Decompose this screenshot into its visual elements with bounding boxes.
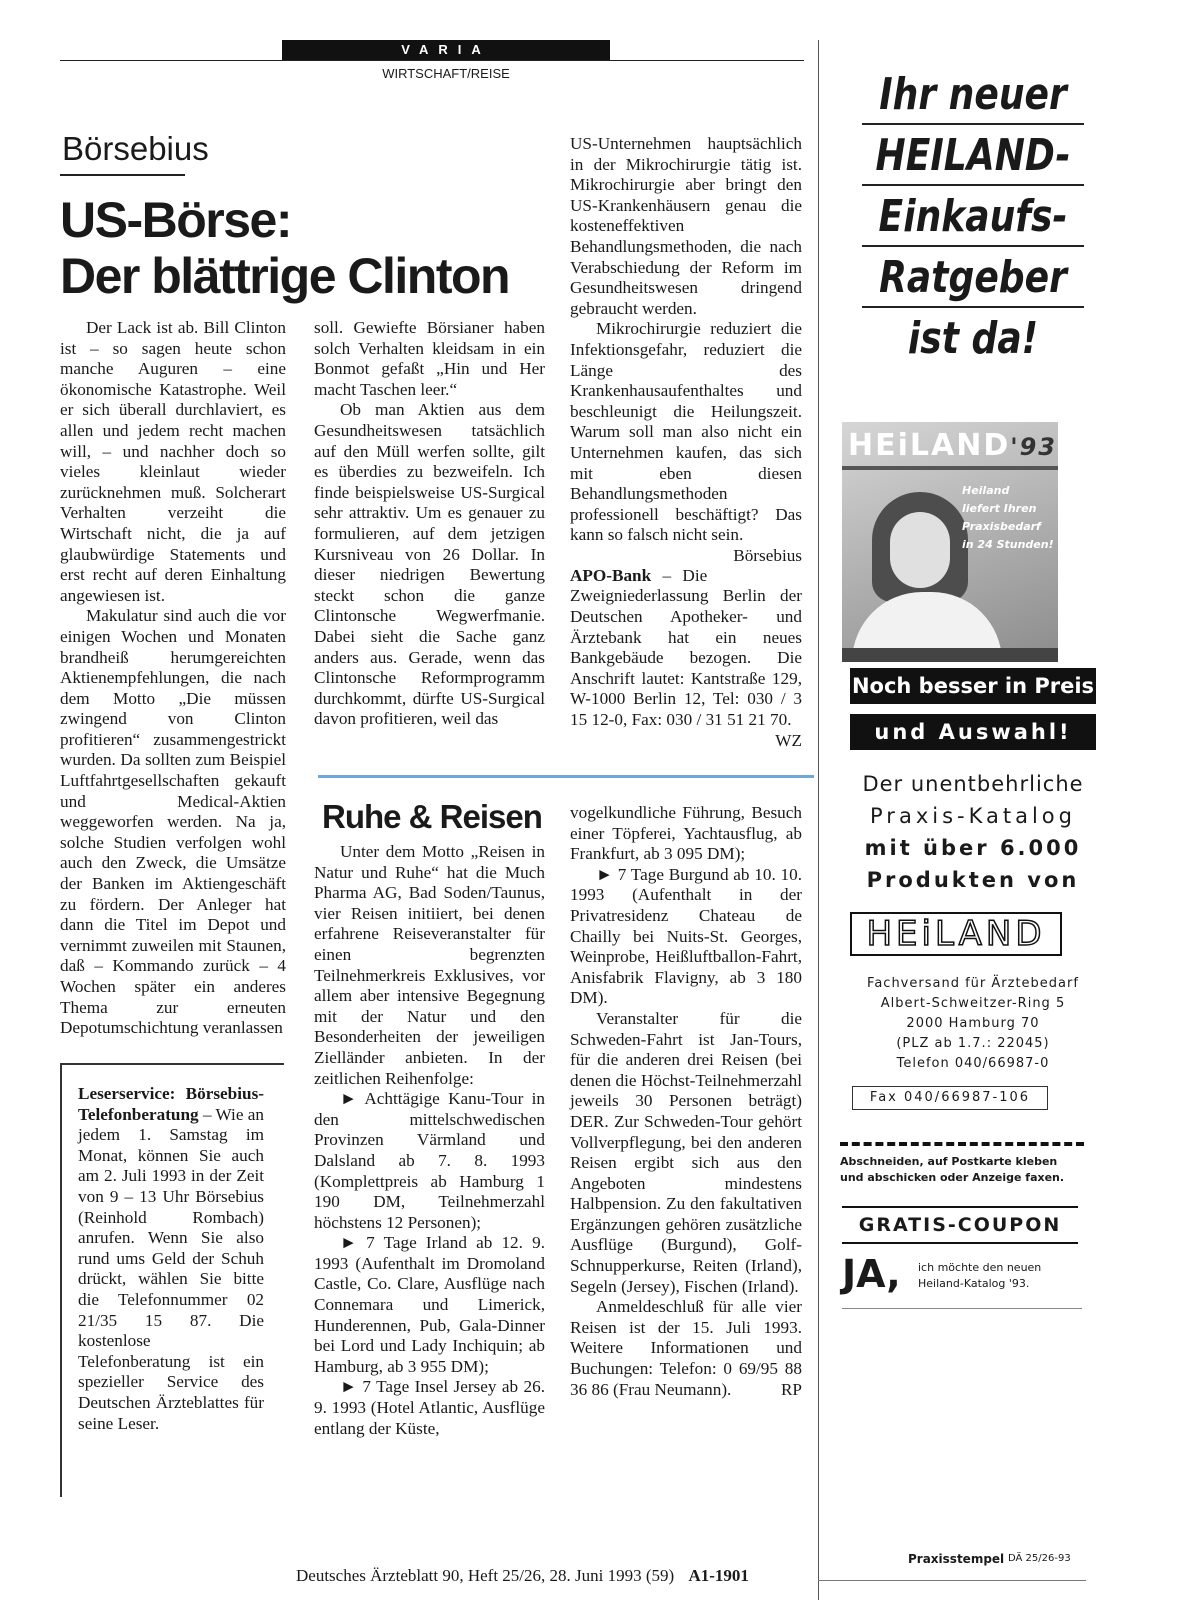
catalog-cover-image <box>842 422 1058 662</box>
paragraph: Ob man Aktien aus dem Gesundheitswesen tatsächlich auf den Müll werfen sollte, gilt es überdies zu bezweifeln. Ich finde beispielsweise US-Surgical sehr attraktiv. Um es genauer zu formulieren, auf dem jetzigen Kursniveau von 26 Dollar. In dieser niedrigen Bewertung steckt schon die ganze Clintonsche Wegwerfmanie. Dabei sieht die Sache ganz anders aus. Gerade, wenn das Clintonsche Reformprogramm durchkommt, dürfte US-Surgical davon profitieren, weil das <box>314 400 545 729</box>
paragraph: vogelkundliche Führung, Besuch einer Töpferei, Yachtausflug, ab Frankfurt, ab 3 095 DM); <box>570 803 802 864</box>
cover-text-line: Heiland <box>962 484 1010 497</box>
paragraph: ► 7 Tage Irland ab 12. 9. 1993 (Aufenthalt im Dromoland Castle, Co. Clare, Ausflüge nach Connemara und Limerick, Hunderennen, Pub, Gala-Dinner bei Lord und Lady Inchiquin; ab Hamburg, ab 3 955 DM); <box>314 1233 545 1376</box>
paragraph: ► 7 Tage Burgund ab 10. 10. 1993 (Aufenthalt in der Privatresidenz Chateau de Chailly bei Nuits-St. Georges, Weinprobe, Heißluftballon-Fahrt, Anisfabrik Flavigny, ab 3 180 DM). <box>570 864 802 1008</box>
paragraph <box>570 319 802 565</box>
service-phone: 02 21/35 15 87. <box>78 1289 264 1330</box>
page-number: A1-1901 <box>688 1566 749 1585</box>
apo-signature: WZ <box>775 730 802 750</box>
section-divider <box>318 775 814 778</box>
ad-address <box>850 974 1096 1074</box>
apo-bank-lead: APO-Bank <box>570 565 652 585</box>
heiland-logo: HEiLAND <box>850 912 1062 956</box>
article-headline <box>60 192 580 304</box>
article2-title: Ruhe & Reisen <box>322 798 542 835</box>
coupon-title: GRATIS-COUPON <box>842 1206 1078 1244</box>
headline-line-2: Der blättrige Clinton <box>60 248 510 304</box>
ad-headline <box>842 68 1104 365</box>
ad-title-line: HEILAND- <box>875 130 1071 181</box>
ad-title-line: ist da! <box>907 313 1039 364</box>
author-signature: RP <box>780 1379 802 1399</box>
coupon-ja-text: ich möchte den neuen Heiland-Katalog '93. <box>918 1261 1042 1290</box>
cover-text-line: Praxisbedarf <box>962 520 1041 533</box>
cover-text-line: in 24 Stunden! <box>962 538 1054 551</box>
headline-line-1: US-Börse: <box>60 192 291 248</box>
address-line: (PLZ ab 1.7.: 22045) <box>896 1036 1050 1051</box>
ad-code: DÄ 25/26-93 <box>1008 1553 1071 1564</box>
paragraph-text: Anmeldeschluß für alle vier Reisen ist der 15. Juli 1993. Weitere Informationen und Buchungen: Telefon: 0 69/95 88 36 86 (Frau Neumann). <box>570 1297 802 1399</box>
cover-text <box>962 482 1054 554</box>
paragraph: ► Achttägige Kanu-Tour in den mittelschwedischen Provinzen Värmland und Dalsland ab 7. 8. 1993 (Komplettpreis ab Hamburg 1 190 DM, Teilnehmerzahl höchstens 12 Personen); <box>314 1089 545 1232</box>
ad-body-line: Produkten von <box>866 868 1080 892</box>
ad-bottom-line <box>818 1580 1086 1581</box>
cover-brand <box>848 428 1057 463</box>
ad-title-line: Ihr neuer <box>879 69 1067 120</box>
cover-text-line: liefert Ihren <box>962 502 1037 515</box>
article1-column-1 <box>60 318 286 1039</box>
paragraph: ► 7 Tage Insel Jersey ab 26. 9. 1993 (Hotel Atlantic, Ausflüge entlang der Küste, <box>314 1377 545 1438</box>
paragraph: US-Unternehmen hauptsächlich in der Mikrochirurgie tätig ist. Mikrochirurgie aber bringt den US-Krankenhäusern genau die kosteneffektiven Behandlungsmethoden, die nach Verabschiedung der Reform im Gesundheitswesen dringend gebraucht werden. <box>570 134 802 318</box>
cut-instructions: Abschneiden, auf Postkarte kleben und abschicken oder Anzeige faxen. <box>840 1155 1065 1184</box>
article1-column-2 <box>314 318 545 730</box>
ad-body-line: Praxis-Katalog <box>870 804 1076 828</box>
coupon-ja: JA, <box>842 1252 901 1296</box>
ad-bar-price: Noch besser in Preis <box>850 668 1096 704</box>
ad-body-line: Der unentbehrliche <box>862 772 1084 796</box>
ad-title-line: Ratgeber <box>879 252 1067 303</box>
paragraph: soll. Gewiefte Börsianer haben solch Verhalten kleidsam in ein Bonmot gefaßt „Hin und Her macht Taschen leer.“ <box>314 318 545 399</box>
apo-bank-note <box>570 565 802 750</box>
service-text: – Wie an jedem 1. Samstag im Monat, können Sie auch am 2. Juli 1993 in der Zeit von 9 – 13 Uhr Börsebius (Reinhold Rombach) anrufen. Wenn Sie also rund ums Geld der Schuh drückt, wählen Sie bitte die Telefonnummer <box>78 1104 264 1309</box>
section-label: WIRTSCHAFT/REISE <box>382 66 510 81</box>
cut-line <box>840 1142 1084 1146</box>
article2-column-3 <box>570 803 802 1400</box>
service-lead: Leserservice: Börsebius-Telefonberatung <box>78 1084 264 1124</box>
address-line: Fachversand für Ärztebedarf <box>867 976 1079 991</box>
footer-citation: Deutsches Ärzteblatt 90, Heft 25/26, 28. Juni 1993 (59) <box>296 1566 675 1585</box>
article2-column-2 <box>314 842 545 1439</box>
paragraph: Veranstalter für die Schweden-Fahrt ist Jan-Tours, für die anderen drei Reisen (bei denen die Höchst-Teilnehmerzahl jeweils 30 Personen beträgt) DER. Zur Schweden-Tour gehört Vollverpflegung, bei den anderen Reisen ergibt sich aus den Angeboten mindestens Halbpension. Zu den fakultativen Ergänzungen gehören zusätzliche Ausflüge (Burgund), Golf-Schnupperkurse, Reiten (Irland), Segeln (Jersey), Fischen (Irland). <box>570 1008 802 1296</box>
page-footer <box>296 1566 749 1586</box>
stamp-field <box>842 1308 1082 1583</box>
heiland-advertisement <box>842 46 1112 1602</box>
address-line: Albert-Schweitzer-Ring 5 <box>880 996 1066 1011</box>
ad-title-line: Einkaufs- <box>878 191 1068 242</box>
address-line: 2000 Hamburg 70 <box>906 1016 1040 1031</box>
article-kicker: Börsebius <box>62 130 209 167</box>
cover-year: '93 <box>1010 433 1057 461</box>
apo-bank-text: – Die Zweigniederlassung Berlin der Deutschen Apotheker- und Ärztebank hat ein neues Bankgebäude bezogen. Die Anschrift lautet: Kantstraße 129, W-1000 Berlin 12, Tel: 030 / 3 15 12-0, Fax: 030 / 31 51 21 70. <box>570 565 802 730</box>
paragraph: Der Lack ist ab. Bill Clinton ist – so sagen heute schon manche Auguren – eine ökonomische Katastrophe. Weil er sich überall durchlaviert, es allen und jedem recht machen will, – und nachher doch so vieles kleinlaut wieder zurücknehmen muß. Solcherart Verhalten verzeiht die Wirtschaft nicht, die ja auf glaubwürdige Statements und erst recht auf deren Einhaltung angewiesen ist. <box>60 318 286 605</box>
paragraph <box>78 1084 264 1434</box>
ad-body-line: mit über 6.000 <box>864 836 1082 860</box>
service-text-2: Die kostenlose Telefonberatung ist ein spezieller Service des Deutschen Ärzteblattes für seine Leser. <box>78 1310 264 1433</box>
ad-bar-selection: und Auswahl! <box>850 714 1096 750</box>
stamp-label: Praxisstempel <box>908 1552 1005 1566</box>
ad-fax: Fax 040/66987-106 <box>852 1086 1048 1110</box>
author-signature: Börsebius <box>733 545 802 565</box>
paragraph <box>570 1297 802 1400</box>
cover-brand-name: HEiLAND <box>848 428 1011 463</box>
article1-column-3 <box>570 134 802 751</box>
rubric-bar: VARIA <box>282 40 610 60</box>
reader-service-text <box>78 1084 264 1434</box>
paragraph: Unter dem Motto „Reisen in Natur und Ruhe“ hat die Much Pharma AG, Bad Soden/Taunus, vier Reisen initiiert, bei denen erfahrene Reiseveranstalter für einen begrenzten Teilnehmerkreis Exklusives, vor allem aber intensive Begegnung mit der Natur und den Besonderheiten der jeweiligen Zielländer anbieten. In der zeitlichen Reihenfolge: <box>314 842 545 1088</box>
paragraph: Makulatur sind auch die vor einigen Wochen und Monaten brandheiß herumgereichten Aktienempfehlungen, die nach dem Motto „Die müssen zwingend von Clinton profitieren“ zusammengestrickt wurden. Da sollten zum Beispiel Luftfahrtgesellschaften gekauft und Medical-Aktien weggeworfen werden. Na ja, solche Studien verfolgen wohl auch den Zweck, die Umsätze der Banken im Aktiengeschäft zu fördern. Der Anleger hat dann die Titel im Depot und vernimmt zuweilen mit Staunen, daß – Kommando zurück – 4 Wochen später ein anderes Thema zur erneuten Depotumschichtung veranlassen <box>60 606 286 1038</box>
address-line: Telefon 040/66987-0 <box>896 1056 1050 1071</box>
paragraph-text: Mikrochirurgie reduziert die Infektionsgefahr, reduziert die Länge des Krankenhausaufenthaltes und beschleunigt die Heilungszeit. Warum soll man also nicht ein Unternehmen kaufen, das sich mit eben diesen Behandlungsmethoden professionell beschäftigt? Das kann so falsch nicht sein. <box>570 319 802 545</box>
ad-body-text <box>850 768 1096 896</box>
